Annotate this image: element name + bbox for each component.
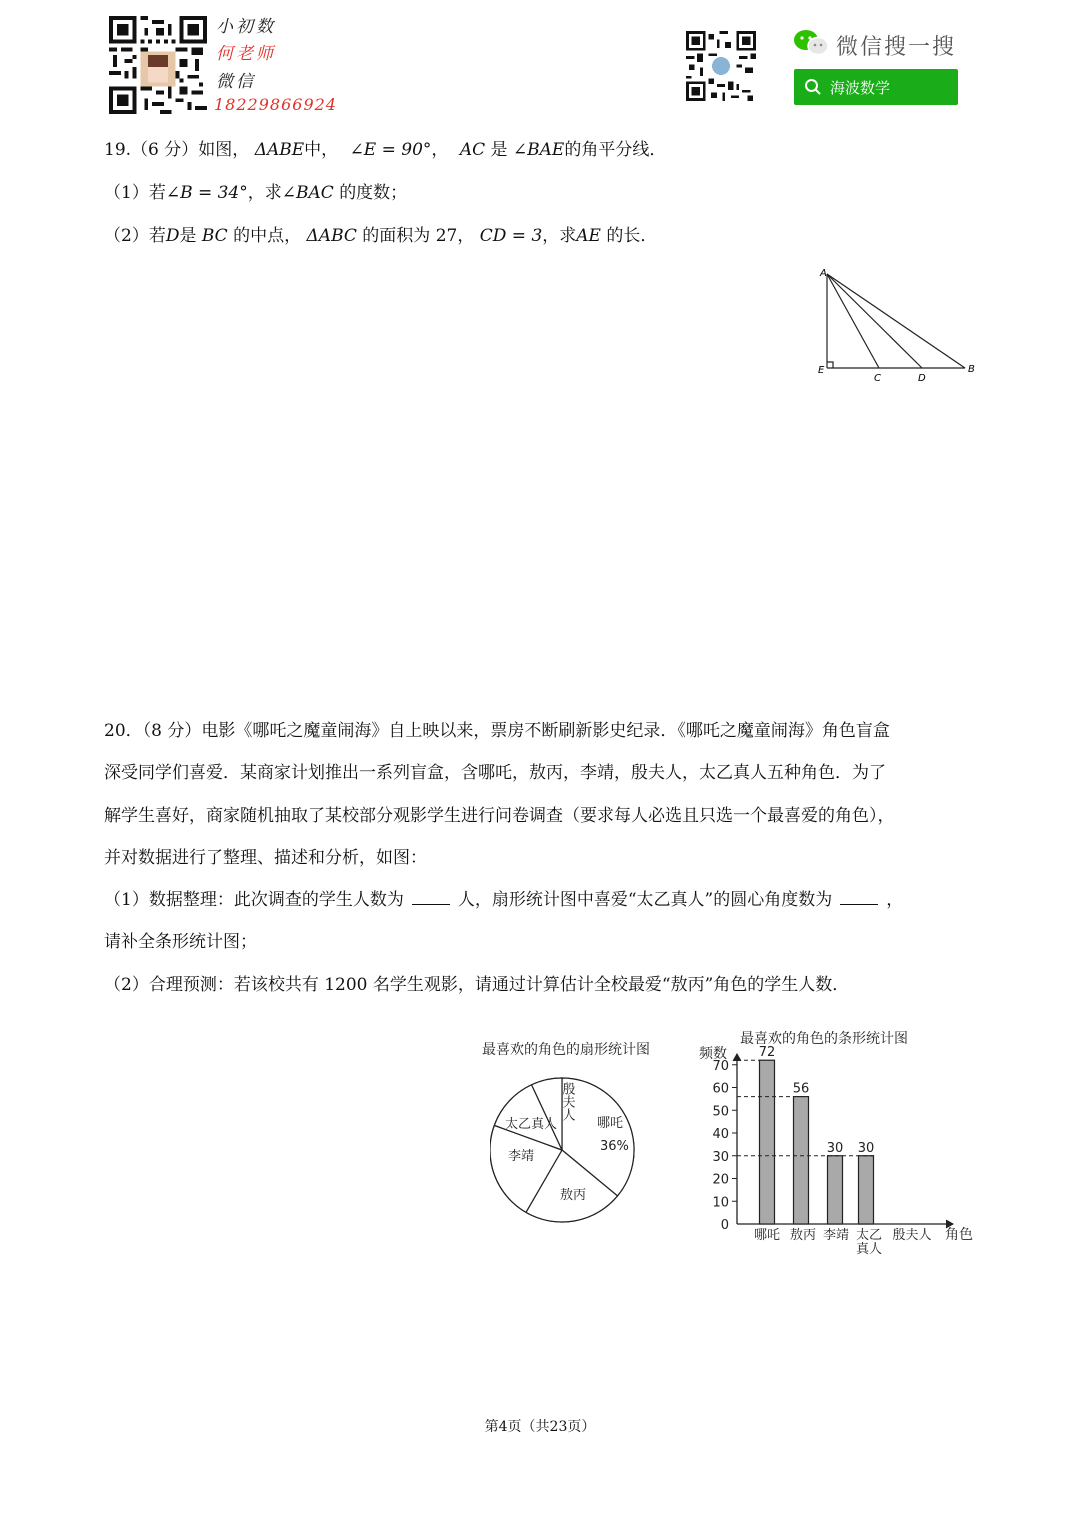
math-angle-e: ∠E = 90°	[349, 140, 432, 160]
math-bc: BC	[201, 226, 228, 246]
pie-chart	[490, 1070, 660, 1235]
math-triangle-abe: ΔABE	[254, 140, 305, 160]
q19-text: ，求	[542, 226, 577, 246]
bar-chart-title: 最喜欢的角色的条形统计图	[740, 1031, 908, 1047]
q19-part-2-label: （2）若	[104, 226, 166, 246]
q19-line1	[104, 139, 666, 161]
bar-value-label: 30	[857, 1140, 875, 1156]
segment-ab	[827, 274, 965, 368]
q19-text: 的面积为 27，	[362, 226, 475, 246]
header-note-line2: 何老师	[216, 44, 276, 64]
math-ac: AC	[459, 140, 486, 160]
bar-value-label: 30	[826, 1140, 844, 1156]
q20-line5	[104, 889, 903, 911]
bar-aobing	[794, 1097, 809, 1224]
x-tick-label: 真人	[855, 1242, 883, 1257]
page-number: 第4页（共23页）	[484, 1419, 596, 1435]
q19-text: 的长．	[606, 226, 658, 246]
bar-y-axis-label: 频数	[699, 1046, 727, 1062]
math-d: D	[165, 226, 180, 246]
search-icon	[804, 78, 822, 96]
q19-text: 的角平分线．	[564, 140, 667, 160]
q19-text: 的度数；	[339, 183, 408, 203]
bar-value-label: 56	[792, 1081, 810, 1097]
pie-label-taiyi: 太乙真人	[505, 1117, 558, 1132]
pie-label-nezha: 哪吒	[597, 1116, 624, 1131]
math-angle-b: ∠B = 34°	[165, 183, 248, 203]
q20-part-1-text: （1）数据整理：此次调查的学生人数为	[104, 890, 404, 910]
x-tick-label: 李靖	[822, 1228, 850, 1243]
pie-label-lijing: 李靖	[508, 1149, 535, 1164]
bar-nezha	[760, 1060, 775, 1224]
y-tick-label: 40	[712, 1127, 729, 1142]
q20-line3: 解学生喜好，商家随机抽取了某校部分观影学生进行问卷调查（要求每人必选且只选一个最喜爱的角色），	[104, 806, 895, 826]
y-tick-label: 10	[712, 1195, 729, 1211]
q19-text: ，求	[247, 183, 282, 203]
header-note-line1: 小初数	[216, 17, 276, 37]
segment-ad	[827, 274, 922, 368]
point-label-e: E	[818, 365, 825, 376]
x-tick-label: 哪吒	[753, 1228, 781, 1243]
bar-lijing	[828, 1156, 843, 1224]
point-label-c: C	[874, 373, 881, 384]
y-tick-label: 60	[712, 1081, 729, 1097]
q19-line2	[104, 182, 407, 204]
segment-ac	[827, 274, 879, 368]
q19-text: 如图，	[198, 140, 250, 160]
header-phone: 18229866924	[214, 95, 337, 114]
wechat-search-title: 微信搜一搜	[836, 35, 957, 60]
wechat-search-button[interactable]	[794, 69, 958, 105]
q19-score: （6 分）	[131, 140, 199, 160]
q19-part-1-label: （1）若	[104, 183, 166, 203]
q19-text: 是	[179, 226, 197, 246]
header-note-line3: 微信	[216, 72, 256, 92]
point-label-d: D	[918, 373, 926, 384]
bar-value-label: 72	[758, 1045, 776, 1061]
x-tick-label: 殷夫人	[892, 1228, 932, 1243]
q19-text: 的中点，	[233, 226, 302, 246]
q20-part-1-text: 人，扇形统计图中喜爱“太乙真人”的圆心角度数为	[457, 890, 833, 910]
bar-taiyi	[859, 1156, 874, 1224]
q20-line1: 20．（8 分）电影《哪吒之魔童闹海》自上映以来，票房不断刷新影史纪录．《哪吒之魔童闹海》角色盲盒	[104, 721, 890, 741]
math-ae: AE	[576, 226, 601, 246]
q19-number: 19.	[104, 140, 132, 160]
pie-value-nezha: 36%	[600, 1139, 629, 1154]
bar-x-axis-label: 角色	[945, 1227, 973, 1243]
bar-plot	[712, 1045, 953, 1257]
math-triangle-abc: ΔABC	[306, 226, 357, 246]
point-label-a: A	[820, 268, 827, 279]
x-tick-label: 敖丙	[789, 1228, 817, 1243]
right-angle-mark	[827, 362, 833, 368]
qr-code-left	[108, 16, 208, 114]
q20-line4: 并对数据进行了整理、描述和分析，如图：	[104, 848, 427, 868]
pie-label-yinfuren: 殷夫人	[559, 1082, 575, 1121]
pie-label-aobing: 敖丙	[560, 1188, 587, 1203]
math-angle-bae: ∠BAE	[512, 140, 565, 160]
y-tick-label: 50	[712, 1104, 729, 1120]
point-label-b: B	[968, 364, 975, 375]
q20-line7: （2）合理预测：若该校共有 1200 名学生观影，请通过计算估计全校最爱“敖丙”角色的学生人数．	[104, 975, 850, 995]
qr-code-right	[686, 31, 756, 101]
wechat-search-label: 海波数学	[830, 78, 891, 97]
q19-text: 是	[490, 140, 508, 160]
q19-text: ，	[431, 140, 449, 160]
x-tick-label: 太乙	[855, 1228, 883, 1243]
y-tick-label: 30	[712, 1149, 729, 1165]
math-cd: CD = 3	[479, 226, 543, 246]
math-angle-bac: ∠BAC	[281, 183, 334, 203]
wechat-logo-icon	[793, 29, 829, 57]
y-tick-label: 0	[720, 1218, 729, 1233]
bar-chart	[695, 1040, 985, 1265]
q19-text: 中，	[304, 140, 339, 160]
y-tick-label: 20	[712, 1172, 729, 1188]
pie-chart-title: 最喜欢的角色的扇形统计图	[482, 1042, 650, 1058]
answer-blank-count[interactable]	[412, 890, 450, 905]
y-tick-label: 70	[712, 1058, 729, 1074]
q20-line2: 深受同学们喜爱．某商家计划推出一系列盲盒，含哪吒，敖丙，李靖，殷夫人，太乙真人五种角色．为了	[104, 763, 886, 783]
q20-line6: 请补全条形统计图；	[104, 932, 257, 952]
q19-line3	[104, 225, 657, 247]
q19-triangle-figure	[810, 262, 985, 387]
q20-part-1-text: ，	[886, 890, 904, 910]
answer-blank-angle[interactable]	[840, 890, 878, 905]
